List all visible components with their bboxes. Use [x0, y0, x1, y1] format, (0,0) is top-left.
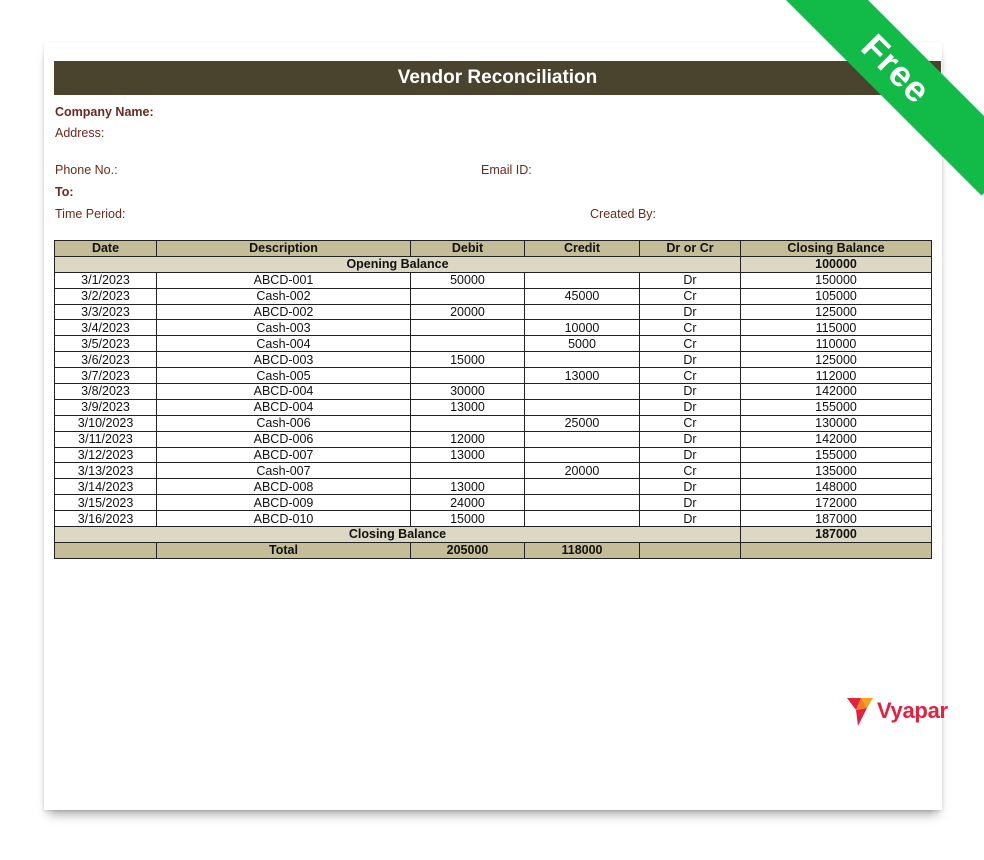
cell-debit: 15000: [411, 352, 525, 368]
cell-dr-cr: Dr: [640, 352, 741, 368]
cell-dr-cr: Dr: [640, 304, 741, 320]
cell-date: 3/14/2023: [55, 479, 157, 495]
cell-date: 3/12/2023: [55, 447, 157, 463]
cell-closing-balance: 115000: [741, 320, 932, 336]
cell-debit: 24000: [411, 495, 525, 511]
address-label: Address:: [55, 126, 105, 140]
cell-closing-balance: 130000: [741, 415, 932, 431]
table-row: [55, 399, 932, 415]
cell-dr-cr: Cr: [640, 336, 741, 352]
cell-credit: [525, 431, 640, 447]
cell-credit: [525, 495, 640, 511]
cell-closing-balance: 187000: [741, 511, 932, 527]
cell-closing-balance: 110000: [741, 336, 932, 352]
opening-balance-label: Opening Balance: [55, 256, 741, 272]
header-dr-cr: Dr or Cr: [640, 241, 741, 257]
document-page: [44, 42, 948, 810]
cell-closing-balance: 112000: [741, 368, 932, 384]
vyapar-logo: [847, 696, 948, 726]
cell-closing-balance: 155000: [741, 447, 932, 463]
cell-credit: [525, 272, 640, 288]
total-empty-cell: [741, 542, 932, 558]
to-label: To:: [55, 185, 74, 199]
cell-closing-balance: 155000: [741, 399, 932, 415]
total-empty-cell: [640, 542, 741, 558]
cell-date: 3/3/2023: [55, 304, 157, 320]
cell-description: Cash-005: [157, 368, 411, 384]
cell-debit: 30000: [411, 384, 525, 400]
cell-description: ABCD-008: [157, 479, 411, 495]
table-row: [55, 463, 932, 479]
cell-credit: 13000: [525, 368, 640, 384]
cell-debit: [411, 336, 525, 352]
cell-credit: 10000: [525, 320, 640, 336]
cell-debit: 13000: [411, 447, 525, 463]
opening-balance-value: 100000: [741, 256, 932, 272]
cell-credit: [525, 304, 640, 320]
created-by-label: Created By:: [590, 207, 657, 221]
cell-description: ABCD-009: [157, 495, 411, 511]
page-title: Vendor Reconciliation: [54, 61, 941, 95]
cell-closing-balance: 105000: [741, 288, 932, 304]
free-ribbon: Free: [784, 0, 984, 196]
cell-credit: [525, 479, 640, 495]
cell-date: 3/9/2023: [55, 399, 157, 415]
cell-credit: 25000: [525, 415, 640, 431]
cell-dr-cr: Cr: [640, 415, 741, 431]
total-debit: 205000: [411, 542, 525, 558]
cell-description: ABCD-010: [157, 511, 411, 527]
reconciliation-table: [54, 240, 931, 559]
cell-description: Cash-006: [157, 415, 411, 431]
cell-dr-cr: Dr: [640, 399, 741, 415]
cell-debit: [411, 415, 525, 431]
cell-closing-balance: 125000: [741, 352, 932, 368]
cell-credit: [525, 511, 640, 527]
table-row: [55, 384, 932, 400]
cell-closing-balance: 125000: [741, 304, 932, 320]
cell-credit: [525, 447, 640, 463]
cell-debit: 50000: [411, 272, 525, 288]
total-label: Total: [157, 542, 411, 558]
brand-name: Vyapar: [877, 698, 948, 723]
time-period-label: Time Period:: [55, 207, 126, 221]
cell-date: 3/5/2023: [55, 336, 157, 352]
total-credit: 118000: [525, 542, 640, 558]
cell-credit: 5000: [525, 336, 640, 352]
cell-description: ABCD-002: [157, 304, 411, 320]
cell-closing-balance: 172000: [741, 495, 932, 511]
cell-description: ABCD-003: [157, 352, 411, 368]
cell-dr-cr: Dr: [640, 447, 741, 463]
cell-description: Cash-004: [157, 336, 411, 352]
cell-debit: [411, 368, 525, 384]
cell-dr-cr: Dr: [640, 479, 741, 495]
total-empty-cell: [55, 542, 157, 558]
cell-credit: 20000: [525, 463, 640, 479]
cell-debit: 15000: [411, 511, 525, 527]
cell-description: ABCD-004: [157, 399, 411, 415]
cell-description: ABCD-006: [157, 431, 411, 447]
header-credit: Credit: [525, 241, 640, 257]
cell-debit: 20000: [411, 304, 525, 320]
cell-date: 3/7/2023: [55, 368, 157, 384]
cell-closing-balance: 148000: [741, 479, 932, 495]
header-date: Date: [55, 241, 157, 257]
cell-date: 3/10/2023: [55, 415, 157, 431]
cell-dr-cr: Dr: [640, 384, 741, 400]
cell-description: Cash-007: [157, 463, 411, 479]
cell-debit: 13000: [411, 399, 525, 415]
cell-dr-cr: Dr: [640, 511, 741, 527]
cell-description: ABCD-001: [157, 272, 411, 288]
cell-dr-cr: Dr: [640, 272, 741, 288]
cell-credit: [525, 384, 640, 400]
closing-balance-row: [55, 527, 932, 543]
cell-date: 3/15/2023: [55, 495, 157, 511]
cell-closing-balance: 142000: [741, 431, 932, 447]
table-row: [55, 511, 932, 527]
cell-description: Cash-003: [157, 320, 411, 336]
closing-balance-value: 187000: [741, 527, 932, 543]
cell-dr-cr: Cr: [640, 463, 741, 479]
table-row: [55, 368, 932, 384]
table-row: [55, 447, 932, 463]
table-row: [55, 336, 932, 352]
cell-credit: [525, 352, 640, 368]
header-closing-balance: Closing Balance: [741, 241, 932, 257]
cell-dr-cr: Dr: [640, 431, 741, 447]
cell-date: 3/2/2023: [55, 288, 157, 304]
cell-closing-balance: 142000: [741, 384, 932, 400]
cell-closing-balance: 135000: [741, 463, 932, 479]
cell-dr-cr: Cr: [640, 368, 741, 384]
cell-description: Cash-002: [157, 288, 411, 304]
total-row: [55, 542, 932, 558]
cell-date: 3/16/2023: [55, 511, 157, 527]
cell-debit: 12000: [411, 431, 525, 447]
table-row: [55, 479, 932, 495]
cell-dr-cr: Cr: [640, 320, 741, 336]
cell-closing-balance: 150000: [741, 272, 932, 288]
table-row: [55, 415, 932, 431]
cell-date: 3/13/2023: [55, 463, 157, 479]
header-debit: Debit: [411, 241, 525, 257]
cell-date: 3/11/2023: [55, 431, 157, 447]
opening-balance-row: [55, 256, 932, 272]
vyapar-logo-icon: [847, 696, 873, 726]
table-row: [55, 272, 932, 288]
table-header-row: [55, 241, 932, 257]
table-row: [55, 431, 932, 447]
phone-label: Phone No.:: [55, 163, 118, 177]
cell-description: ABCD-007: [157, 447, 411, 463]
cell-date: 3/6/2023: [55, 352, 157, 368]
cell-debit: [411, 320, 525, 336]
cell-debit: 13000: [411, 479, 525, 495]
table-row: [55, 495, 932, 511]
table-row: [55, 352, 932, 368]
cell-date: 3/1/2023: [55, 272, 157, 288]
cell-credit: 45000: [525, 288, 640, 304]
table-row: [55, 288, 932, 304]
email-label: Email ID:: [481, 163, 532, 177]
cell-dr-cr: Dr: [640, 495, 741, 511]
table-row: [55, 304, 932, 320]
cell-credit: [525, 399, 640, 415]
cell-debit: [411, 463, 525, 479]
cell-description: ABCD-004: [157, 384, 411, 400]
cell-date: 3/8/2023: [55, 384, 157, 400]
cell-debit: [411, 288, 525, 304]
table-row: [55, 320, 932, 336]
cell-date: 3/4/2023: [55, 320, 157, 336]
closing-balance-label: Closing Balance: [55, 527, 741, 543]
cell-dr-cr: Cr: [640, 288, 741, 304]
company-name-label: Company Name:: [55, 105, 154, 119]
header-description: Description: [157, 241, 411, 257]
